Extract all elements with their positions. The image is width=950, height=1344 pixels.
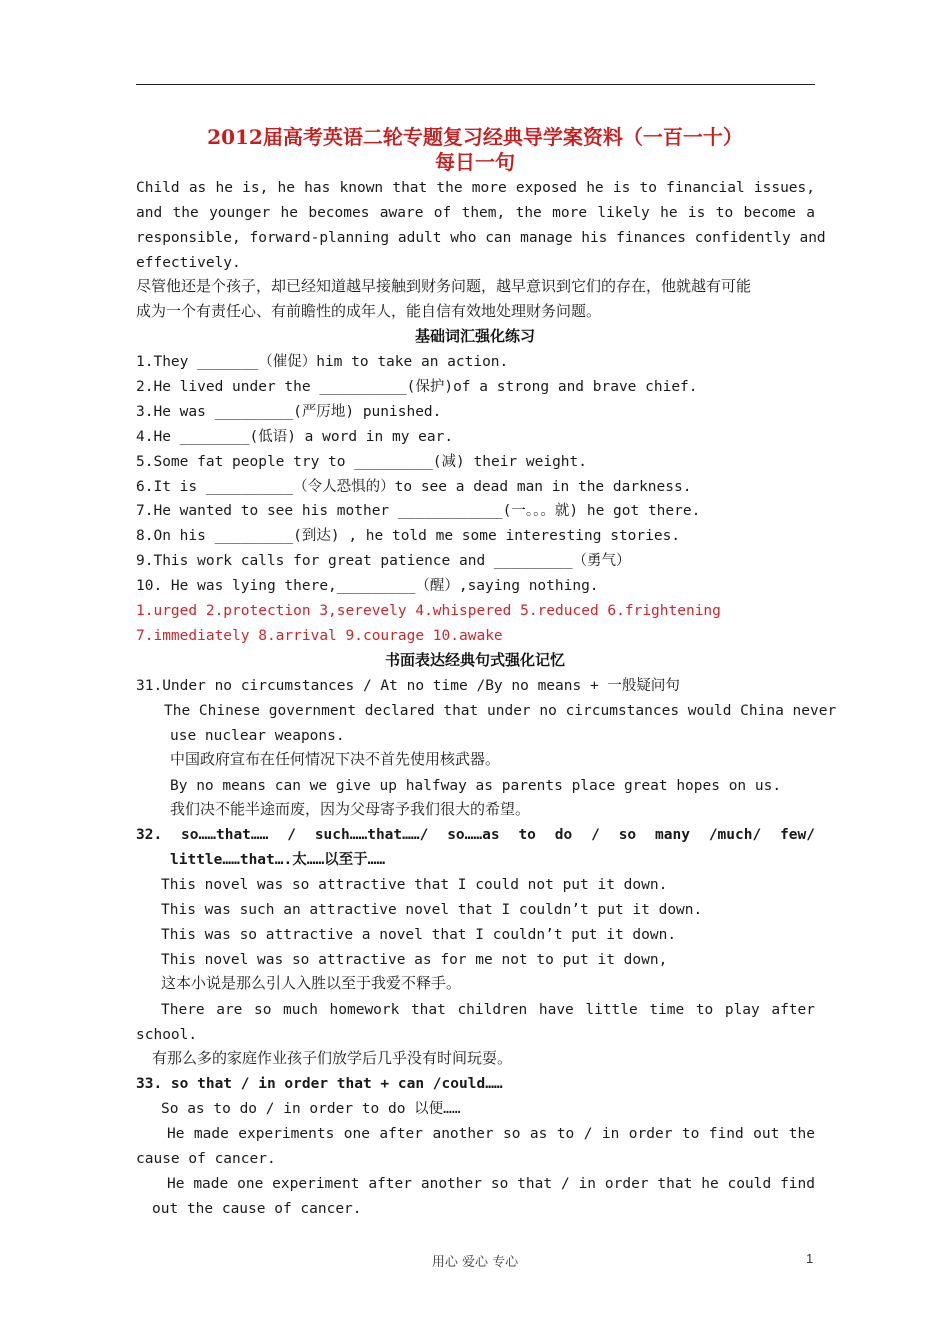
pattern-33-example-1b: cause of cancer. bbox=[136, 1151, 276, 1167]
pattern-33-example-2b: out the cause of cancer. bbox=[152, 1201, 362, 1217]
header-rule bbox=[136, 84, 815, 85]
vocab-item-3: 3.He was _________(严厉地) punished. bbox=[136, 404, 442, 420]
vocab-item-10: 10. He was lying there,_________（醒）,saying nothing. bbox=[136, 578, 599, 594]
pattern-32-example-4: This novel was so attractive as for me not to put it down, bbox=[161, 952, 668, 968]
pattern-32-translation-1: 这本小说是那么引人入胜以至于我爱不释手。 bbox=[161, 974, 462, 992]
pattern-31-translation-2: 我们决不能半途而废，因为父母寄予我们很大的希望。 bbox=[170, 800, 531, 818]
pattern-33-usage: So as to do / in order to do 以便…… bbox=[161, 1101, 461, 1117]
pattern-33-example-1: He made experiments one after another so as to / in order to find out the bbox=[167, 1126, 815, 1142]
page-number: 1 bbox=[806, 1251, 814, 1266]
vocab-answers-line-2: 7.immediately 8.arrival 9.courage 10.awake bbox=[136, 628, 503, 644]
vocab-item-2: 2.He lived under the __________(保护)of a strong and brave chief. bbox=[136, 379, 698, 395]
daily-en-line-2: and the younger he becomes aware of them, the more likely he is to become a bbox=[136, 205, 815, 221]
vocab-item-8: 8.On his _________(到达) , he told me some interesting stories. bbox=[136, 528, 681, 544]
pattern-32-example-3: This was so attractive a novel that I couldn’t put it down. bbox=[161, 927, 677, 943]
pattern-32-example-1: This novel was so attractive that I could not put it down. bbox=[161, 877, 668, 893]
document-title: 2012届高考英语二轮专题复习经典导学案资料（一百一十） bbox=[207, 125, 743, 149]
daily-en-line-1: Child as he is, he has known that the more exposed he is to financial issues, bbox=[136, 180, 815, 196]
pattern-32-translation-2: 有那么多的家庭作业孩子们放学后几乎没有时间玩耍。 bbox=[152, 1049, 513, 1067]
pattern-33-example-2: He made one experiment after another so that / in order that he could find bbox=[167, 1176, 815, 1192]
vocab-item-1: 1.They _______（催促）him to take an action. bbox=[136, 354, 509, 370]
page-footer: 用心 爱心 专心 bbox=[431, 1255, 519, 1270]
pattern-32-title-cont: little……that….太……以至于…… bbox=[170, 852, 386, 868]
vocab-answers-line-1: 1.urged 2.protection 3,serevely 4.whispered 5.reduced 6.frightening bbox=[136, 603, 721, 619]
daily-en-line-3: responsible, forward-planning adult who can manage his finances confidently and bbox=[136, 230, 826, 246]
daily-zh-line-2: 成为一个有责任心、有前瞻性的成年人，能自信有效地处理财务问题。 bbox=[136, 302, 602, 320]
pattern-31-title: 31.Under no circumstances / At no time /By no means + 一般疑问句 bbox=[136, 678, 680, 694]
pattern-32-example-5: There are so much homework that children have little time to play after bbox=[161, 1002, 815, 1018]
vocab-item-4: 4.He ________(低语) a word in my ear. bbox=[136, 429, 454, 445]
document-subtitle: 每日一句 bbox=[435, 150, 515, 174]
vocab-item-5: 5.Some fat people try to _________(减) their weight. bbox=[136, 454, 587, 470]
pattern-31-translation-1: 中国政府宣布在任何情况下决不首先使用核武器。 bbox=[170, 750, 501, 768]
pattern-32-example-5b: school. bbox=[136, 1027, 198, 1043]
vocab-item-9: 9.This work calls for great patience and _________（勇气） bbox=[136, 553, 631, 569]
vocab-item-6: 6.It is __________（令人恐惧的）to see a dead man in the darkness. bbox=[136, 479, 692, 495]
pattern-31-example-2: By no means can we give up halfway as parents place great hopes on us. bbox=[170, 778, 782, 794]
vocab-heading: 基础词汇强化练习 bbox=[414, 327, 535, 345]
daily-zh-line-1: 尽管他还是个孩子，却已经知道越早接触到财务问题，越早意识到它们的存在，他就越有可能 bbox=[136, 277, 752, 295]
daily-en-line-4: effectively. bbox=[136, 255, 241, 271]
pattern-33-title: 33. so that / in order that + can /could…… bbox=[136, 1076, 503, 1092]
pattern-31-example-1b: use nuclear weapons. bbox=[170, 728, 345, 744]
pattern-32-title: 32. so……that…… / such……that……/ so……as to do / so many /much/ few/ bbox=[136, 827, 815, 843]
writing-heading: 书面表达经典句式强化记忆 bbox=[384, 651, 565, 669]
pattern-31-example-1: The Chinese government declared that under no circumstances would China never bbox=[164, 703, 837, 719]
pattern-32-example-2: This was such an attractive novel that I couldn’t put it down. bbox=[161, 902, 703, 918]
vocab-item-7: 7.He wanted to see his mother ____________(一。。。就) he got there. bbox=[136, 503, 701, 519]
